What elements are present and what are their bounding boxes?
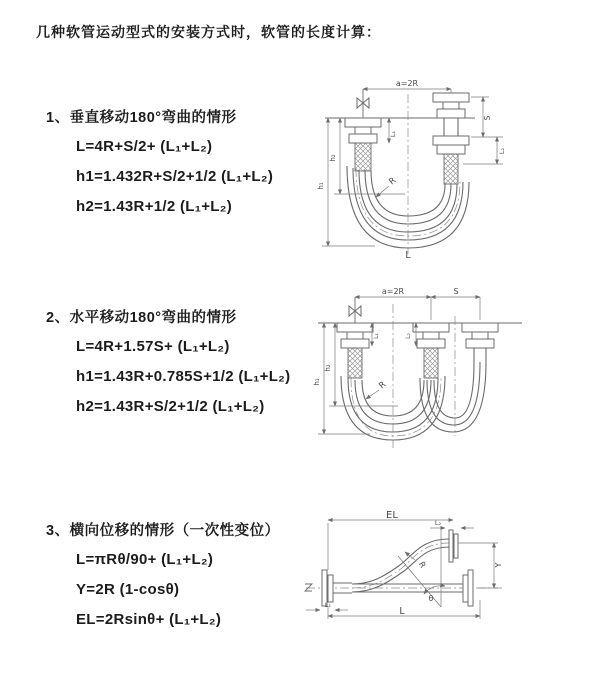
label-l1: L₁ bbox=[373, 333, 380, 339]
label-s: S bbox=[453, 287, 459, 296]
label-l: L bbox=[405, 250, 411, 260]
section-3-heading: 3、横向位移的情形（一次性变位） bbox=[46, 523, 280, 539]
formula-el: EL=2Rsinθ+ (L₁+L₂) bbox=[76, 611, 222, 628]
dimension-s bbox=[431, 287, 480, 320]
page-title: 几种软管运动型式的安装方式时，软管的长度计算： bbox=[36, 24, 381, 40]
formula-l: L=4R+S/2+ (L₁+L₂) bbox=[76, 138, 213, 155]
section-1 bbox=[46, 106, 326, 222]
formula-l: L=πRθ/90+ (L₁+L₂) bbox=[76, 551, 214, 568]
radius-callout bbox=[366, 380, 388, 399]
flange-right bbox=[433, 93, 469, 184]
label-l2: L₂ bbox=[498, 147, 506, 155]
centerline-break-mark bbox=[305, 584, 312, 591]
label-l1: L₁ bbox=[324, 601, 332, 609]
label-h1: h₁ bbox=[317, 182, 325, 190]
dimension-l1 bbox=[306, 601, 348, 610]
label-l2: L₂ bbox=[405, 333, 412, 339]
flange-right-lower bbox=[463, 570, 473, 606]
label-h2: h₂ bbox=[324, 364, 332, 372]
dimension-a2r bbox=[355, 287, 431, 320]
label-l1: L₁ bbox=[389, 130, 397, 138]
diagram-lateral-displacement bbox=[298, 508, 598, 643]
label-theta: θ bbox=[428, 594, 434, 603]
diagram-horizontal-180-bend bbox=[310, 286, 600, 458]
formula-y: Y=2R (1-cosθ) bbox=[76, 581, 180, 598]
flange-middle bbox=[413, 323, 449, 378]
flange-left bbox=[345, 118, 381, 171]
label-el: EL bbox=[386, 510, 398, 521]
label-y: Y bbox=[494, 562, 503, 568]
label-h2: h₂ bbox=[329, 154, 337, 162]
label-h1: h₁ bbox=[313, 378, 321, 386]
dimension-l bbox=[328, 600, 480, 619]
label-a2r: a=2R bbox=[395, 79, 419, 88]
dimension-l1 bbox=[389, 118, 397, 143]
label-l2: L₂ bbox=[434, 519, 442, 527]
label-a2r: a=2R bbox=[381, 287, 405, 296]
formula-h1: h1=1.432R+S/2+1/2 (L₁+L₂) bbox=[76, 168, 274, 185]
formula-h2: h2=1.43R+S/2+1/2 (L₁+L₂) bbox=[76, 398, 265, 415]
valve-icon bbox=[357, 89, 369, 118]
valve-icon bbox=[349, 297, 361, 323]
section-3 bbox=[46, 519, 326, 635]
flange-left bbox=[337, 323, 373, 378]
label-r: R bbox=[416, 560, 428, 570]
flange-right-upper bbox=[449, 530, 458, 562]
formula-h1: h1=1.43R+0.785S+1/2 (L₁+L₂) bbox=[76, 368, 291, 385]
formula-h2: h2=1.43R+1/2 (L₁+L₂) bbox=[76, 198, 233, 215]
flange-right bbox=[462, 323, 498, 362]
section-2-heading: 2、水平移动180°弯曲的情形 bbox=[46, 310, 237, 326]
dimension-s bbox=[471, 97, 503, 137]
label-r: R bbox=[387, 175, 399, 188]
dimension-a2r bbox=[363, 79, 451, 94]
label-s: S bbox=[483, 115, 492, 121]
section-1-heading: 1、垂直移动180°弯曲的情形 bbox=[46, 110, 237, 126]
formula-l: L=4R+1.57S+ (L₁+L₂) bbox=[76, 338, 230, 355]
angle-theta bbox=[398, 530, 445, 607]
section-2 bbox=[46, 306, 326, 422]
label-r: R bbox=[377, 379, 389, 392]
diagram-vertical-180-bend bbox=[313, 76, 600, 260]
label-l: L bbox=[399, 606, 405, 617]
